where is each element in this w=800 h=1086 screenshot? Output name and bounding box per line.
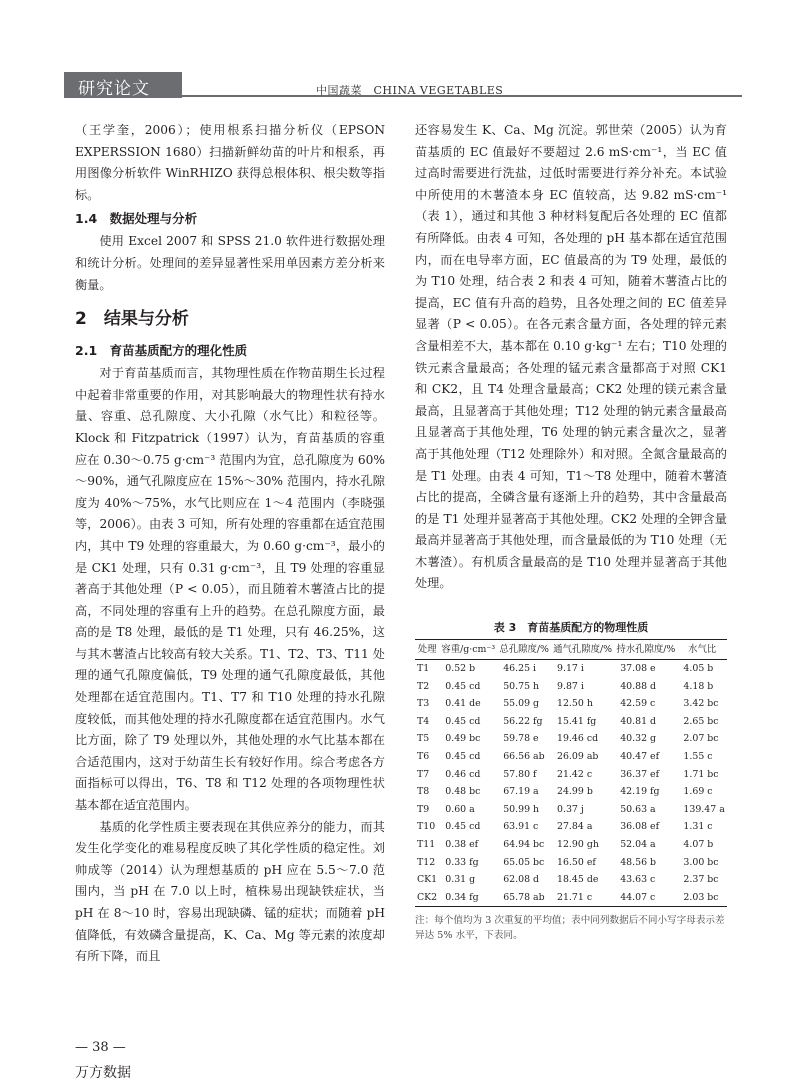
table-cell: 21.42 c: [557, 768, 593, 780]
table-cell: 21.71 c: [557, 891, 593, 903]
table-cell: 0.49 bc: [445, 733, 481, 745]
table-row: [415, 871, 727, 889]
table-header-cell: 总孔隙度/%: [499, 644, 549, 656]
table-cell: 66.56 ab: [503, 751, 545, 763]
table-cell: T7: [417, 768, 430, 780]
table-header-cell: 处理: [417, 644, 437, 656]
table-cell: 0.48 bc: [445, 786, 481, 798]
table-cell: 43.63 c: [620, 874, 656, 886]
table-cell: T4: [417, 715, 430, 727]
table-cell: T6: [417, 751, 430, 763]
table-cell: 139.47 a: [683, 803, 725, 815]
table-cell: 26.09 ab: [557, 751, 599, 763]
table-row: [415, 801, 727, 819]
table-cell: 1.55 c: [683, 751, 713, 763]
table-cell: 19.46 cd: [557, 733, 599, 745]
table-cell: 4.07 b: [683, 839, 714, 850]
table-cell: T10: [417, 821, 436, 833]
table-cell: 42.59 c: [620, 698, 656, 710]
table-cell: 0.37 j: [557, 803, 584, 815]
table-caption: 表 3 育苗基质配方的物理性质: [493, 621, 649, 635]
table-cell: 40.32 g: [620, 733, 657, 745]
table-cell: 0.45 cd: [445, 715, 481, 727]
table-row: [415, 713, 727, 731]
table-cell: 1.71 bc: [683, 768, 719, 780]
table-cell: 4.05 b: [683, 663, 714, 675]
table-row: [415, 818, 727, 836]
paragraph: 对于育苗基质而言，其物理性质在作物苗期生长过程中起着非常重要的作用，对其影响最大的物理性状有持水量、容重、总孔隙度、大小孔隙（水气比）和粒径等。Klock 和 Fitzpatrick（1997）认为，育苗基质的容重应在 0.30～0.75 g·cm⁻³ 范围内为宜，总孔隙度为 60%～90%，通气孔隙度应在 15%～30% 范围内，持水孔隙度为 40%～75%，水气比则应在 1～4 范围内（李晓强 等，2006）。由表 3 可知，所有处理的容重都在适宜范围内，其中 T9 处理的容重最大，为 0.60 g·cm⁻³，最小的是 CK1 处理，只有 0.31 g·cm⁻³，且 T9 处理的容重显著高于其他处理（P < 0.05），而且随着木薯渣占比的提高，不同处理的容重有上升的趋势。在总孔隙度方面，最高的是 T8 处理，最低的是 T1 处理，只有 46.25%，这与其木薯渣占比较高有较大关系。T1、T2、T3、T11 处理的通气孔隙度偏低，T9 处理的通气孔隙度最低，其他处理都在适宜范围内。T1、T7 和 T10 处理的持水孔隙度较低，而其他处理的持水孔隙度都在适宜范围内。水气比方面，除了 T9 处理以外，其他处理的水气比基本都在合适范围内，这对于幼苗生长有较好作用。综合考虑各方面指标可以得出，T6、T8 和 T12 处理的各项物理性状基本都在适宜范围内。: [75, 366, 385, 813]
left-column: [75, 120, 385, 968]
table-cell: 3.00 bc: [683, 856, 719, 868]
table-cell: T12: [417, 856, 436, 868]
table-header-cell: 容重/g·cm⁻³: [441, 644, 496, 656]
section-tab-label: 研究论文: [78, 79, 150, 99]
table-cell: 2.03 bc: [683, 891, 719, 903]
table-cell: 46.25 i: [503, 663, 537, 675]
table-cell: 63.91 c: [503, 821, 539, 833]
table-cell: 1.31 c: [683, 821, 713, 833]
table-cell: 0.52 b: [445, 663, 476, 675]
section-heading: 2 结果与分析: [75, 309, 189, 330]
table-cell: T8: [417, 786, 430, 798]
table-cell: 12.50 h: [557, 698, 593, 710]
table-cell: 50.63 a: [620, 803, 656, 815]
table-cell: T3: [417, 698, 430, 710]
table-cell: 36.37 ef: [620, 768, 660, 780]
table-cell: 36.08 ef: [620, 821, 660, 833]
table-cell: 0.41 de: [445, 698, 481, 710]
table-cell: 2.65 bc: [683, 715, 719, 727]
table-cell: 4.18 b: [683, 680, 714, 692]
table-header-cell: 通气孔隙度/%: [553, 644, 613, 656]
table-row: [415, 748, 727, 766]
table-cell: 0.45 cd: [445, 680, 481, 692]
table-cell: 40.88 d: [620, 680, 657, 692]
table-cell: 0.31 g: [445, 874, 476, 886]
table-cell: 2.37 bc: [683, 874, 719, 886]
table-header-cell: 持水孔隙度/%: [616, 644, 676, 656]
paragraph: 还容易发生 K、Ca、Mg 沉淀。郭世荣（2005）认为育苗基质的 EC 值最好不要超过 2.6 mS·cm⁻¹，当 EC 值过高时需要进行洗盐，过低时需要进行养分补充。本试验中所使用的木薯渣本身 EC 值较高，达 9.82 mS·cm⁻¹（表 1），通过和其他 3 种材料复配后各处理的 EC 值都有所降低。由表 4 可知，各处理的 pH 基本都在适宜范围内，而在电导率方面，EC 值最高的为 T9 处理，最低的为 T10 处理，结合表 2 和表 4 可知，随着木薯渣占比的提高，EC 值有升高的趋势，且各处理之间的 EC 值差异显著（P < 0.05）。在各元素含量方面，各处理的锌元素含量相差不大，基本都在 0.10 g·kg⁻¹ 左右；T10 处理的铁元素含量最高；各处理的锰元素含量都高于对照 CK1 和 CK2，且 T4 处理含量最高；CK2 处理的镁元素含量最高，且显著高于其他处理；T12 处理的钠元素含量最高且显著高于其他处理，T6 处理的钠元素含量次之，显著高于其他处理（T12 处理除外）和对照。全氮含量最高的是 T1 处理。由表 4 可知，T1～T8 处理中，随着木薯渣占比的提高，全磷含量有逐渐上升的趋势，其中含量最高的是 T1 处理并显著高于其他处理。CK2 处理的全钾含量最高并显著高于其他处理，而含量最低的为 T10 处理（无木薯渣）。有机质含量最高的是 T10 处理并显著高于其他处理。: [415, 123, 727, 591]
table-cell: T11: [417, 839, 436, 850]
table-cell: 42.19 fg: [620, 786, 660, 798]
physical-properties-table: [415, 639, 727, 907]
table-cell: 9.87 i: [557, 680, 584, 692]
table-cell: 64.94 bc: [503, 839, 545, 850]
table-row: [415, 678, 727, 696]
table-cell: CK2: [417, 891, 438, 903]
table-row: [415, 730, 727, 748]
table-cell: T2: [417, 680, 430, 692]
table-cell: 37.08 e: [620, 663, 656, 675]
table-cell: 0.46 cd: [445, 768, 481, 780]
table-cell: 0.45 cd: [445, 751, 481, 763]
table-cell: 40.47 ef: [620, 751, 660, 763]
table-row: [415, 783, 727, 801]
table-cell: 0.34 fg: [445, 891, 479, 903]
table-header-cell: 水气比: [688, 644, 717, 656]
table-cell: 50.99 h: [503, 803, 540, 815]
subsection-heading: 1.4 数据处理与分析: [75, 211, 198, 227]
paragraph: 基质的化学性质主要表现在其供应养分的能力，而其发生化学变化的难易程度反映了其化学性质的稳定性。刘帅成等（2014）认为理想基质的 pH 应在 5.5～7.0 范围内，当 pH 在 7.0 以上时，植株易出现缺铁症状，当 pH 在 8～10 时，容易出现缺磷、锰的症状；而随着 pH 值降低，有效磷含量提高，K、Ca、Mg 等元素的浓度却有所下降，而且: [75, 819, 385, 964]
table-cell: 16.50 ef: [557, 856, 596, 868]
right-column: [415, 120, 727, 943]
table-cell: 27.84 a: [557, 821, 593, 833]
table-cell: 3.42 bc: [683, 698, 719, 710]
table-row: [415, 854, 727, 872]
table-cell: 44.07 c: [620, 891, 656, 903]
table-cell: 65.78 ab: [503, 891, 545, 903]
table-cell: 2.07 bc: [683, 733, 719, 745]
table-cell: 62.08 d: [503, 874, 540, 886]
subsection-heading: 2.1 育苗基质配方的理化性质: [75, 343, 248, 359]
paragraph: 使用 Excel 2007 和 SPSS 21.0 软件进行数据处理和统计分析。处理间的差异显著性采用单因素方差分析来衡量。: [75, 234, 385, 292]
table-cell: 40.81 d: [620, 715, 657, 727]
table-cell: 0.33 fg: [445, 856, 479, 868]
table-row: [415, 836, 727, 854]
table-cell: 0.60 a: [445, 803, 475, 815]
table-row: [415, 660, 727, 678]
table-cell: 15.41 fg: [557, 715, 597, 727]
table-cell: 57.80 f: [503, 768, 537, 780]
table-cell: 55.09 g: [503, 698, 540, 710]
table-cell: 67.19 a: [503, 786, 539, 798]
table-cell: 12.90 gh: [557, 839, 599, 850]
table-cell: 48.56 b: [620, 856, 657, 868]
table-cell: 52.04 a: [620, 839, 656, 850]
page-number: — 38 —: [75, 1040, 126, 1055]
paragraph: （王学奎，2006）；使用根系扫描分析仪（EPSON EXPERSSION 1680）扫描新鲜幼苗的叶片和根系，再用图像分析软件 WinRHIZO 获得总根体积、根尖数等指标。: [75, 123, 385, 202]
table-cell: CK1: [417, 874, 438, 886]
table-cell: 50.75 h: [503, 680, 540, 692]
section-tab: [64, 72, 182, 98]
table-cell: 18.45 de: [557, 874, 599, 886]
table-body: [415, 660, 727, 907]
journal-title: 中国蔬菜 CHINA VEGETABLES: [316, 84, 504, 97]
table-row: [415, 889, 727, 907]
footer-brand: 万方数据: [75, 1065, 131, 1081]
table-cell: 0.38 ef: [445, 839, 479, 850]
table-cell: T1: [417, 663, 430, 675]
table-cell: 65.05 bc: [503, 856, 545, 868]
table-cell: 59.78 e: [503, 733, 539, 745]
table-cell: T5: [417, 733, 430, 745]
table-cell: T9: [417, 803, 430, 815]
table-row: [415, 766, 727, 784]
table-row: [415, 695, 727, 713]
table-note: 注：每个值均为 3 次重复的平均值；表中同列数据后不同小写字母表示差异达 5% 水平，下表同。: [415, 915, 725, 942]
table-cell: 9.17 i: [557, 663, 584, 675]
table-cell: 24.99 b: [557, 786, 593, 798]
table-3: [415, 619, 727, 943]
table-cell: 0.45 cd: [445, 821, 481, 833]
table-cell: 1.69 c: [683, 786, 713, 798]
table-header-row: [415, 640, 727, 660]
table-cell: 56.22 fg: [503, 715, 543, 727]
